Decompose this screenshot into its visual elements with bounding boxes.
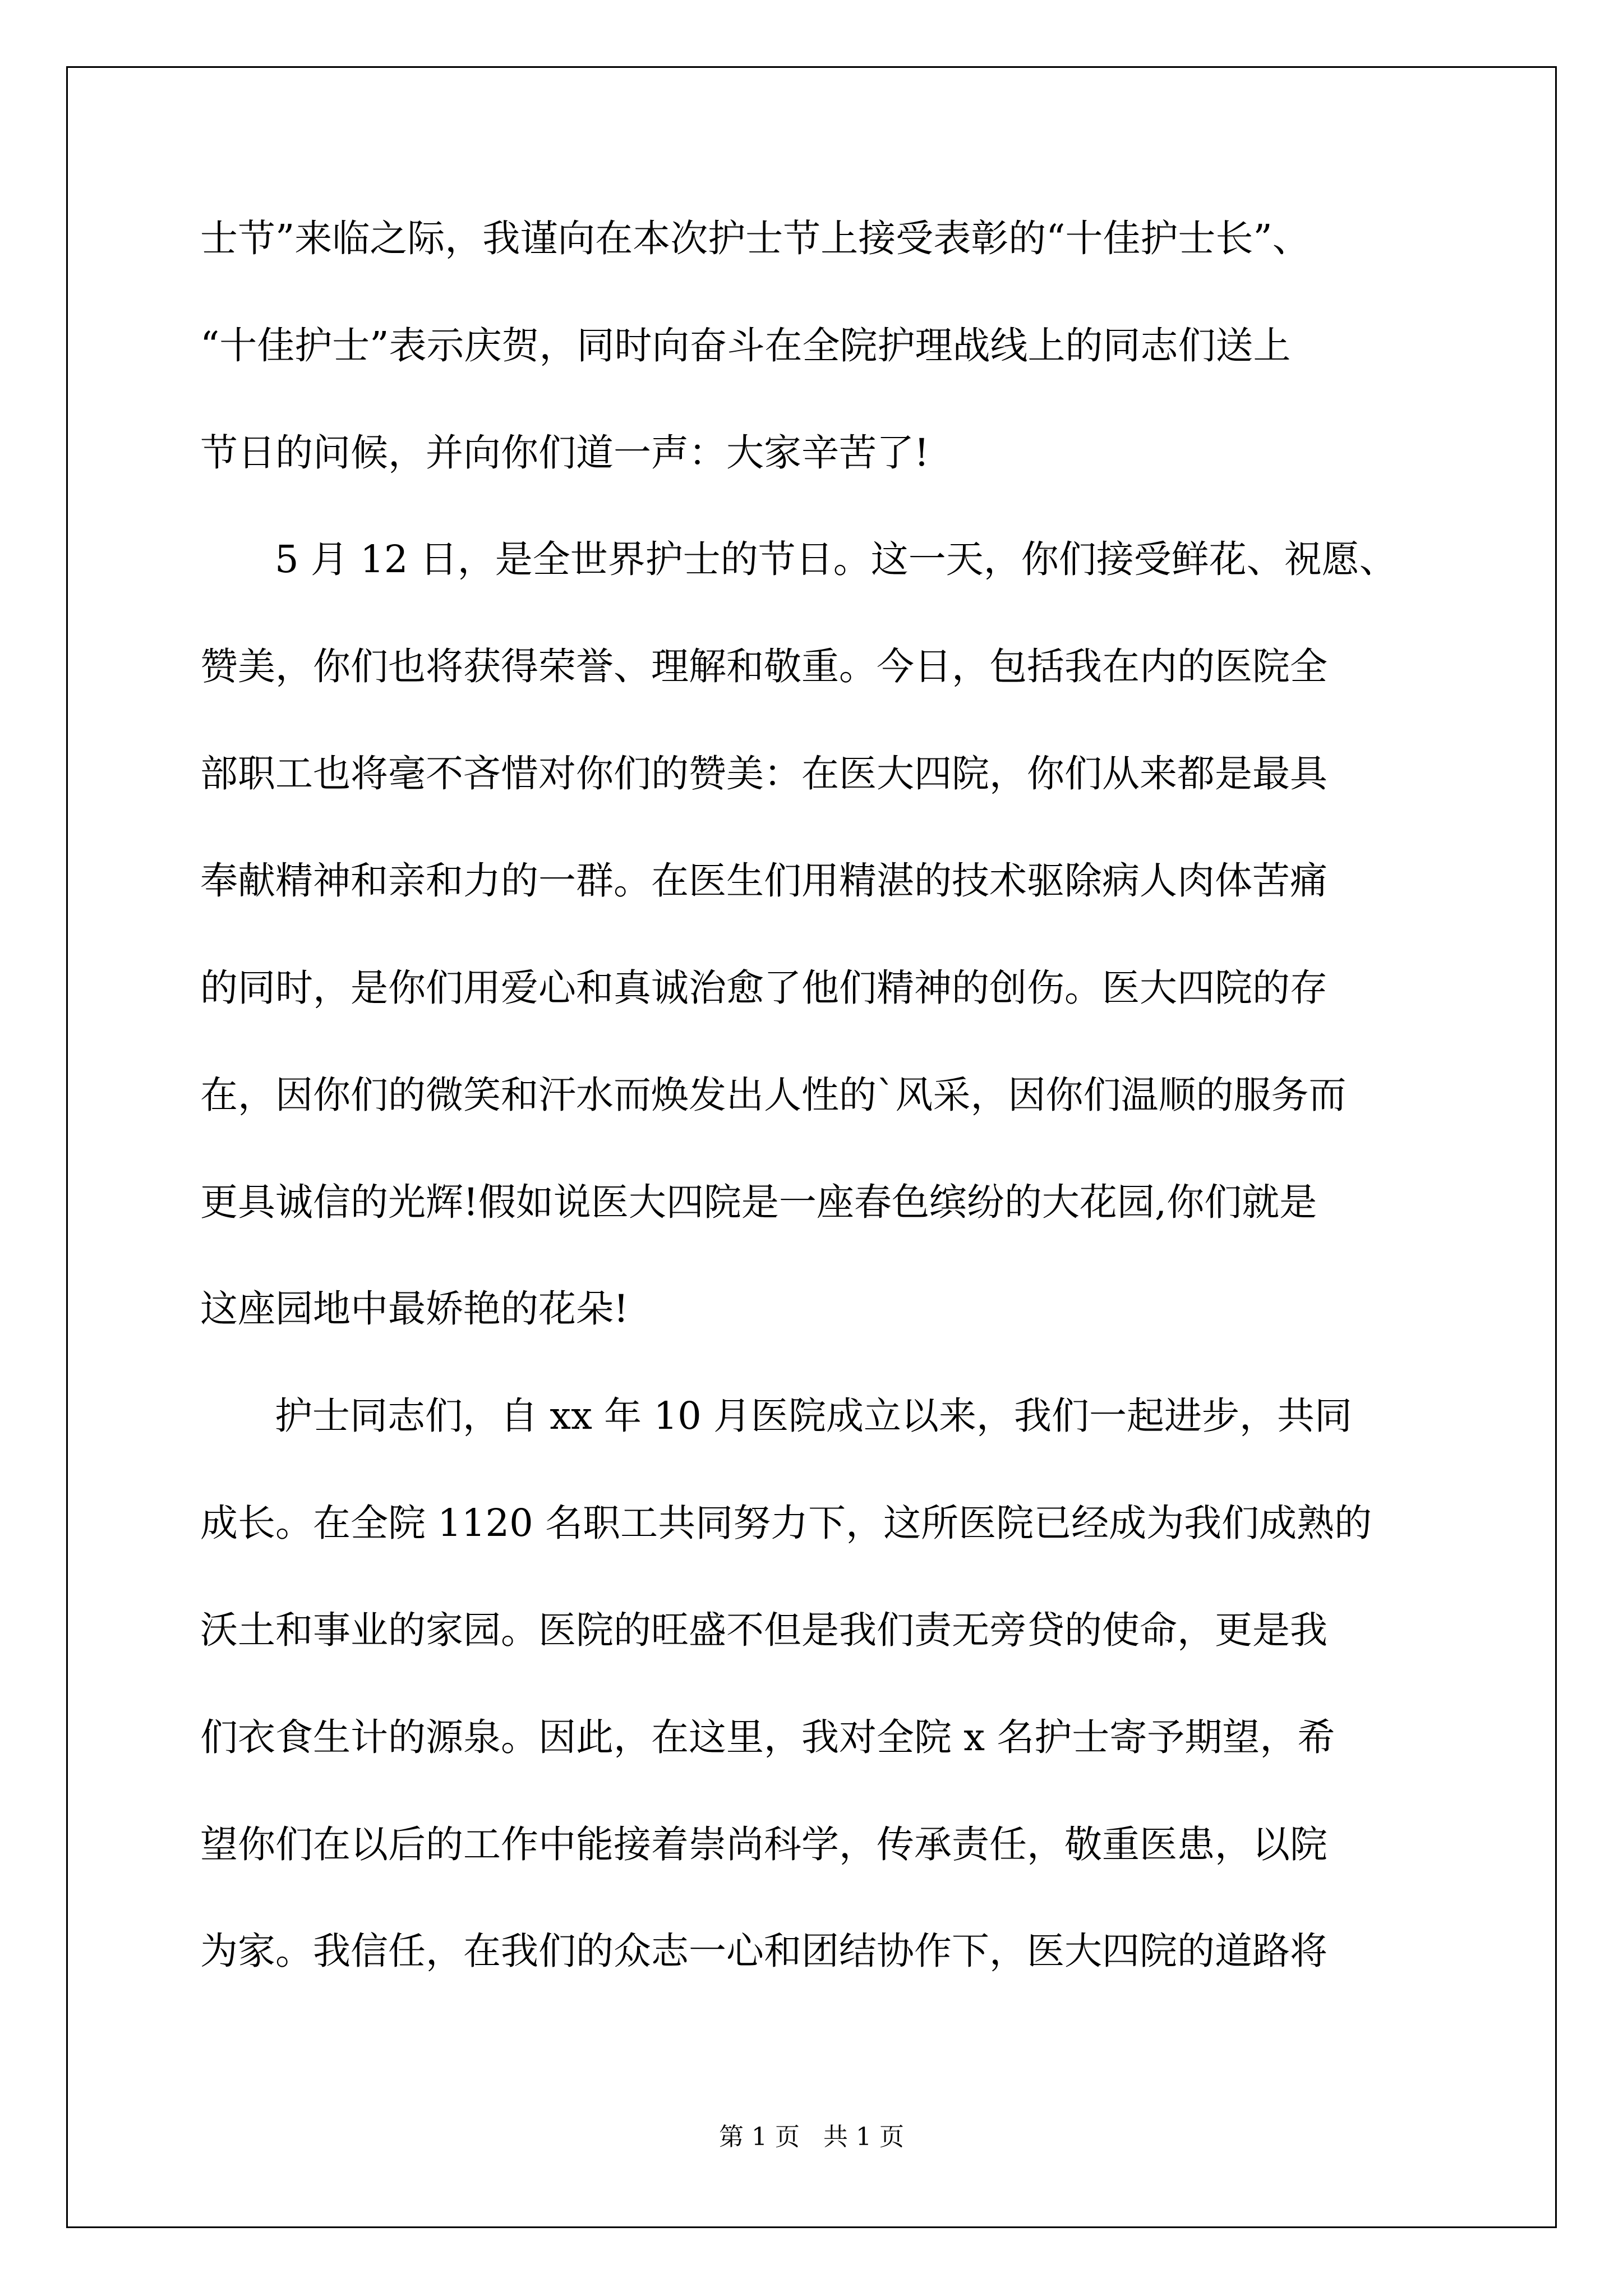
- text-line: “十佳护士”表示庆贺，同时向奋斗在全院护理战线上的同志们送上: [200, 324, 1291, 367]
- text-line: 为家。我信任，在我们的众志一心和团结协作下，医大四院的道路将: [200, 1929, 1327, 1973]
- text-line: 这座园地中最娇艳的花朵!: [200, 1287, 629, 1331]
- text-line: 节日的问候，并向你们道一声：大家辛苦了!: [200, 431, 929, 475]
- page-border: [66, 66, 1557, 2228]
- text-line: 望你们在以后的工作中能接着崇尚科学，传承责任，敬重医患，以院: [200, 1823, 1327, 1866]
- text-line: 士节”来临之际，我谨向在本次护士节上接受表彰的“十佳护士长”、: [200, 217, 1310, 260]
- text-line: 在，因你们的微笑和汗水而焕发出人性的`风采，因你们温顺的服务而: [200, 1073, 1347, 1117]
- text-line: 成长。在全院 1120 名职工共同努力下，这所医院已经成为我们成熟的: [200, 1501, 1372, 1545]
- text-line: 沃土和事业的家园。医院的旺盛不但是我们责无旁贷的使命，更是我: [200, 1608, 1327, 1652]
- text-line: 们衣食生计的源泉。因此，在这里，我对全院 x 名护士寄予期望，希: [200, 1715, 1335, 1759]
- page-footer: 第 1 页 共 1 页: [719, 2123, 904, 2151]
- text-line: 奉献精神和亲和力的一群。在医生们用精湛的技术驱除病人肉体苦痛: [200, 859, 1327, 903]
- text-line: 的同时，是你们用爱心和真诚治愈了他们精神的创伤。医大四院的存: [200, 966, 1327, 1010]
- text-line: 赞美，你们也将获得荣誉、理解和敬重。今日，包括我在内的医院全: [200, 645, 1327, 688]
- text-line: 部职工也将毫不吝惜对你们的赞美：在医大四院，你们从来都是最具: [200, 752, 1327, 795]
- text-line: 更具诚信的光辉!假如说医大四院是一座春色缤纷的大花园,你们就是: [200, 1180, 1317, 1224]
- text-line: 5 月 12 日，是全世界护士的节日。这一天，你们接受鲜花、祝愿、: [275, 537, 1397, 581]
- text-line: 护士同志们，自 xx 年 10 月医院成立以来，我们一起进步，共同: [275, 1394, 1353, 1438]
